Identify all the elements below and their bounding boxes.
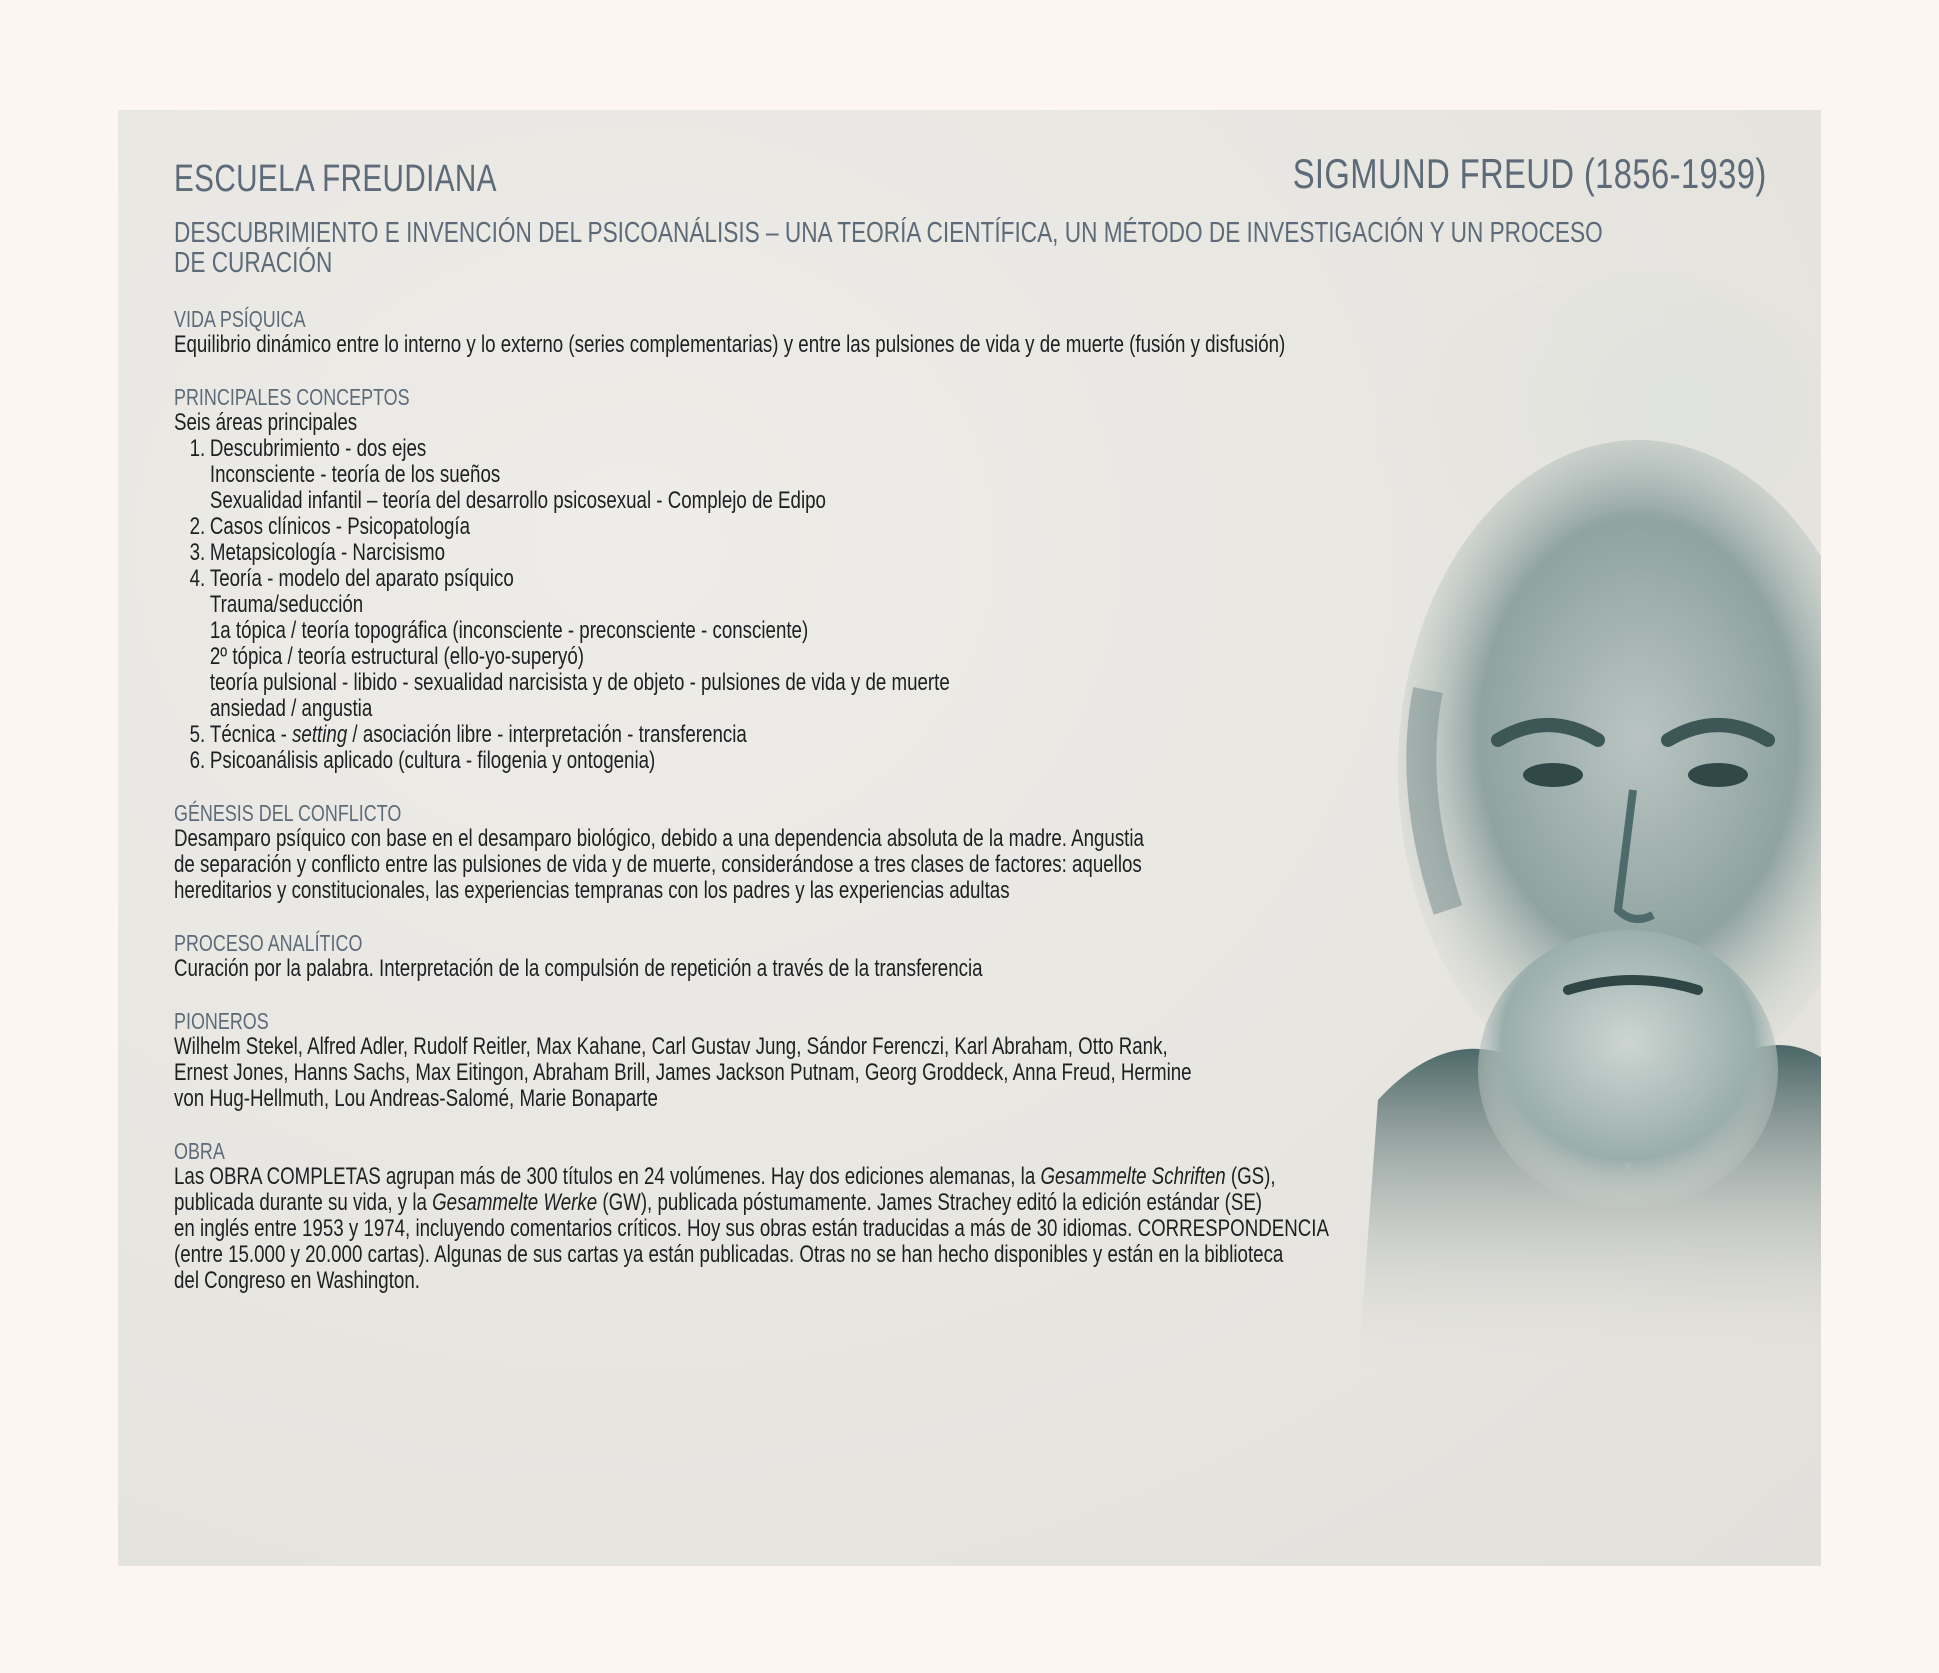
section-text: Curación por la palabra. Interpretación de la compulsión de repetición a través de la transferencia (174, 955, 983, 982)
list-item: ansiedad / angustia (209, 695, 373, 722)
section-proceso-analitico (174, 930, 1282, 982)
section-intro: Seis áreas principales (174, 409, 358, 436)
section-heading: PROCESO ANALÍTICO (174, 930, 363, 956)
list-item: teoría pulsional - libido - sexualidad narcisista y de objeto - pulsiones de vida y de muerte (209, 669, 950, 696)
subtitle-line: DE CURACIÓN (174, 247, 333, 279)
section-heading: OBRA (174, 1138, 225, 1164)
section-text: Equilibrio dinámico entre lo interno y lo externo (series complementarias) y entre las pulsiones de vida y de muerte (fusión y disfusión) (174, 331, 1286, 358)
list-item: 4. Teoría - modelo del aparato psíquico (189, 565, 514, 592)
list-item: 3. Metapsicología - Narcisismo (189, 539, 446, 566)
person-name-dates: SIGMUND FREUD (1856-1939) (1293, 150, 1767, 197)
section-heading: VIDA PSÍQUICA (174, 306, 306, 332)
list-item: Inconsciente - teoría de los sueños (209, 461, 501, 488)
section-vida-psiquica (174, 306, 1286, 358)
concepts-list (174, 436, 1282, 774)
list-item: Sexualidad infantil – teoría del desarrollo psicosexual - Complejo de Edipo (209, 487, 826, 514)
section-obra (174, 1138, 1329, 1294)
school-title: ESCUELA FREUDIANA (174, 158, 497, 200)
subtitle-line: DESCUBRIMIENTO E INVENCIÓN DEL PSICOANÁLISIS – UNA TEORÍA CIENTÍFICA, UN MÉTODO DE INVESTIGACIÓN Y UN PROCESO (174, 217, 1603, 249)
section-heading: PRINCIPALES CONCEPTOS (174, 384, 410, 410)
section-pioneros (174, 1008, 1282, 1112)
section-text: Desamparo psíquico con base en el desamparo biológico, debido a una dependencia absoluta de la madre. Angustia de separación y conflicto entre las pulsiones de vida y de muerte, considerándose a tres clases de factores: aquellos hereditarios y constitucionales, las experiencias tempranas con los padres y las experiencias adultas (174, 825, 1144, 904)
section-genesis-conflicto (174, 800, 1282, 904)
section-text: Las OBRA COMPLETAS agrupan más de 300 títulos en 24 volúmenes. Hay dos ediciones alemanas, la Gesammelte Schriften (GS), publicada durante su vida, y la Gesammelte Werke (GW), publicada póstumamente. James Strachey editó la edición estándar (SE) en inglés entre 1953 y 1974, incluyendo comentarios críticos. Hoy sus obras están traducidas a más de 30 idiomas. CORRESPONDENCIA (entre 15.000 y 20.000 cartas). Algunas de sus cartas ya están publicadas. Otras no se han hecho disponibles y están en la biblioteca del Congreso en Washington. (174, 1163, 1329, 1294)
section-principales-conceptos (174, 384, 1282, 774)
section-heading: PIONEROS (174, 1008, 269, 1034)
list-item: 2º tópica / teoría estructural (ello-yo-superyó) (209, 643, 584, 670)
section-text: Wilhelm Stekel, Alfred Adler, Rudolf Reitler, Max Kahane, Carl Gustav Jung, Sándor Ferenczi, Karl Abraham, Otto Rank, Ernest Jones, Hanns Sachs, Max Eitingon, Abraham Brill, James Jackson Putnam, Georg Groddeck, Anna Freud, Hermine von Hug-Hellmuth, Lou Andreas-Salomé, Marie Bonaparte (174, 1033, 1192, 1112)
freud-portrait-image (1298, 270, 1821, 1566)
list-item: 6. Psicoanálisis aplicado (cultura - filogenia y ontogenia) (189, 747, 656, 774)
subtitle (174, 217, 1603, 279)
list-item: 1. Descubrimiento - dos ejes (189, 435, 427, 462)
info-panel (118, 110, 1821, 1566)
list-item: Trauma/seducción (209, 591, 364, 618)
list-item: 1a tópica / teoría topográfica (inconsciente - preconsciente - consciente) (209, 617, 809, 644)
section-heading: GÉNESIS DEL CONFLICTO (174, 800, 402, 826)
list-item: 2. Casos clínicos - Psicopatología (189, 513, 471, 540)
list-item: 5. Técnica - setting / asociación libre - interpretación - transferencia (189, 721, 747, 748)
